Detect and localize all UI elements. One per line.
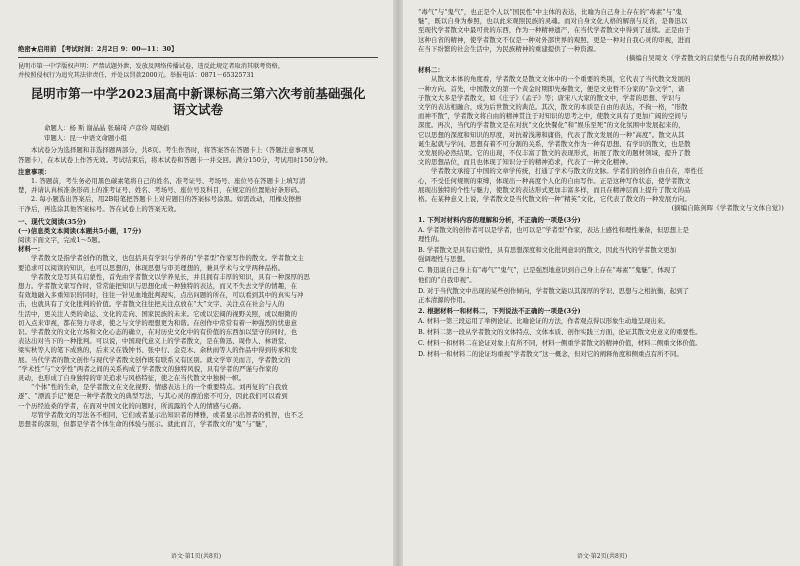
passage-line: 灵动，也形成了自身独特的审美追求与风格特征，使之在当代散文中独树一帜。 bbox=[18, 374, 246, 383]
passage-line: 一个历经沧桑的学者，在面对中国文化的问题时，所流露的个人的情感与心路。 bbox=[18, 401, 246, 410]
passage-line: 表达出对当下的一种批判。可以说，中国现代意义上的学者散文，是在鲁迅、周作人、林语堂、 bbox=[18, 337, 291, 346]
note-line: 2. 每小题选出答案后，用2B铅笔把答题卡上对应题目的答案标号涂黑。如需改动，用橡皮擦擦 bbox=[31, 195, 302, 204]
exam-subtitle: 语文试卷 bbox=[172, 102, 223, 118]
passage-line: 击，也就具有了文化批判的价值。学者散文往往把关注点放在“大”文字、关注点在社会与人的 bbox=[18, 300, 285, 309]
page-1 bbox=[0, 0, 392, 566]
passage-line: 文的思想品位，而且也体现了知识分子的精神追求，代表了一种文化精神。 bbox=[418, 158, 633, 167]
exam-title: 昆明市第一中学2023届高中新课标高三第六次考前基础强化 bbox=[30, 86, 366, 102]
header-rule bbox=[18, 57, 378, 58]
passage-line: 这种自省的精神，使学者散文不仅是一种对外部世界的观照，更是一种对自我心灵的审视，进而 bbox=[418, 35, 691, 44]
passage-line: 梁实秋等人的笔下成熟的，后来又在钱钟书、张中行、金克木、余秋雨等人的作品中得到传承和发 bbox=[18, 346, 298, 355]
authors: 命题人：杨 斯 谢晶晶 张瑞琦 卢彦伶 周晓娟 bbox=[44, 124, 170, 133]
copyright-notice-2: 并按照侵权行为追究其法律责任，并处以罚款2000元。举报电话：0871－65325731 bbox=[18, 72, 255, 80]
material-one-label: 材料一： bbox=[18, 245, 44, 254]
passage-line: 学者散文承接了中国的文章学传统，打通了学术与散文的文脉。学者们的创作自由自在，率性任 bbox=[431, 167, 704, 176]
q1-option-d: D. 对于当代散文中出现的某些创作倾向，学者散文能以其深厚的学识、思想与之相抗衡，起到了 bbox=[418, 286, 689, 295]
passage-line: 要追求可以阅读的知识，也可以思想的，体现思想与审美理想的，兼具学术与文学两种品格。 bbox=[18, 263, 285, 272]
passage-line: 生活中，更关注人类的命运、文化的走向、国家民族的未来。它或以宏阔的视野关照，或以细微的 bbox=[18, 309, 298, 318]
passage-line: 想力。学者散文家写作时，常常能把知识与思想化成一种独特的表达，而又不失去文学的情趣，在 bbox=[18, 282, 298, 291]
q2-option-a: A. 材料一第三段运用了举例论证、比喻论证的方法，作者观点得以形象生动地呈现出来。 bbox=[418, 316, 670, 325]
passage-line: 心，不受任何规则的束缚，体现出一种高度个人化的自由写作。正是这种写作状态，使学者散文 bbox=[418, 176, 691, 185]
q1-option-b: B. 学者散文是具有启蒙性，具有思想深度和文化批判意识的散文，因此当代的学者散文更加 bbox=[418, 246, 676, 255]
subsection-heading: (一)信息类文本阅读(本题共5小题，17分) bbox=[18, 226, 142, 235]
q2-option-c: C. 材料一和材料二在论证对象上有所不同，材料一侧重学者散文的精神价值，材料二侧重文体价值。 bbox=[418, 338, 702, 347]
q2-option-b: B. 材料二第一段从学者散文的文体特点、文体本质、创作实践三方面，论证其散文史意义的重要性。 bbox=[418, 327, 702, 336]
passage-line: 至现代学者散文中最可贵的东西，作为一种精神遗产，在当代学者散文中得到了延续。正是由于 bbox=[418, 26, 691, 35]
passage-line: 展现出独特的个性与魅力，使散文的表达形式更加丰富多样，而且在精神层面上提升了散文的品 bbox=[418, 185, 691, 194]
exam-time-line: 绝密★启用前 【考试时间：2月2日 9：00—11：30】 bbox=[18, 45, 178, 54]
question-1: 1. 下列对材料内容的理解和分析，不正确的一项是(3分) bbox=[418, 216, 581, 225]
note-line: 楚，并请认真核准条形码上的准考证号、姓名、考场号、座位号及科目，在规定的位置贴好条形码。 bbox=[18, 186, 304, 195]
passage-line: 学者散文是指学者创作的散文，也包括具有学识与学养的“学者型”作家写作的散文。学者散文主 bbox=[31, 254, 304, 263]
passage-line: “毒气”与“鬼气”，也正是个人以“国民性”中主体的表达，比喻为自己身上存在的“毒素”与“鬼 bbox=[418, 8, 682, 16]
page-gutter bbox=[393, 0, 403, 566]
q1-option-c-cont: 他们的“自我审视”。 bbox=[418, 275, 476, 284]
question-2: 2. 根据材料一和材料二，下列说法不正确的一项是(3分) bbox=[418, 307, 581, 316]
passage-line: 在当下纷繁的社会生活中，为民族精神的重建提供了一种资源。 bbox=[418, 44, 600, 53]
passage-line: 思想者的深刻，但都是学者个体生命的体验与展示。就此而言，学者散文的“鬼”与“魅”， bbox=[18, 420, 272, 429]
passage-line: 深度。再次，当代的学者散文是在对抗“文化快餐化”和“娱乐至死”的文化氛围中发展起来的， bbox=[418, 121, 685, 130]
passage-line: 展。当代学者的散文创作与现代学者散文创作既有联系又有区别。就文学审美而言，学者散文的 bbox=[18, 355, 291, 364]
passage-line: 文发展的必然结果。它的出现，不仅丰富了散文的表现形式，拓展了散文的题材领域，提升了散 bbox=[418, 149, 691, 158]
passage-line: 魅”，既以自身为参照，也以此来观照民族的灵魂。而对自身文化人格的解剖与反省，是鲁迅以 bbox=[418, 17, 688, 26]
source-citation: (摘编自陈剑晖《学者散文与文体自觉》) bbox=[671, 204, 784, 213]
passage-line: 子散文大多是学者散文，如《庄子》《孟子》等；唐宋八大家的散文中，学者的思想、学识与 bbox=[418, 93, 681, 102]
notes-heading: 注意事项： bbox=[18, 167, 51, 176]
copyright-notice-1: 昆明市第一中学版权声明：严禁试题外泄，发放及网络传播试卷，违反此规定者取消其联考资格， bbox=[18, 63, 285, 71]
q1-option-a: A. 学者散文的创作者可以是学者，也可以是“学者型”作家，表达上感性和理性兼备，但思想上是 bbox=[418, 225, 689, 234]
page-footer: 语文·第1页(共8页) bbox=[170, 553, 222, 560]
intro-line: 答题卡），在本试卷上作答无效。考试结束后，将本试卷和答题卡一并交回。满分150分，考试用时150分钟。 bbox=[18, 155, 332, 164]
q1-option-d-cont: 正本清源的作用。 bbox=[418, 296, 470, 305]
q1-option-c: C. 鲁迅说自己身上有“毒气”“鬼气”，已是强烈地意识到自己身上存在“毒素”“鬼魅”，体现了 bbox=[418, 266, 677, 275]
q1-option-a-cont: 理性的。 bbox=[418, 234, 444, 243]
passage-line: 有效地融入多重知识的同时，往往一针见血地批判现实，点出问题的所在，可以看到其中的真实与冲 bbox=[18, 291, 304, 300]
intro-line: 本试卷分为选择题和非选择题两部分，共8页。考生作答时，将答案答在答题卡上（答题注意事项见 bbox=[31, 146, 315, 155]
passage-line: 而神不散”，学者散文将自由的精神贯注于对知识的思考之中，使散文具有了更加广阔的空间与 bbox=[418, 112, 688, 121]
passage-line: 学者散文是写具有启蒙性，首先由学者散文以学养见长，并且拥有丰厚的知识，具有一种深厚的思 bbox=[31, 272, 311, 281]
passage-line: 诞生起就与学问、思想有着不可分割的关系，学者散文作为一种有思想、有学识的散文，也是散 bbox=[418, 139, 691, 148]
passage-line: 逐”、“漂流手记”便是一种学者散文的典型写法，与其心灵的漂泊密不可分，因此我们可以看到 bbox=[18, 392, 288, 401]
passage-line: 格。在某种意义上说，学者散文是当代散文的一种“精英”文化，它代表了散文的一种发展方向。 bbox=[418, 195, 691, 204]
passage-line: 尽管学者散文的写法各不相同，它们或者显示出知识者的博雅，或者显示出智者的机智，也不乏 bbox=[31, 410, 304, 419]
passage-line: 识。学者散文的文化立场和文化心态的确立，在对历史文化中的有价值的东西加以坚守的同时，也 bbox=[18, 328, 298, 337]
q1-option-b-cont: 强调理性与思想。 bbox=[418, 255, 470, 264]
material-two-label: 材料二： bbox=[418, 66, 444, 75]
note-line: 1. 答题前，考生务必用黑色碳素笔将自己的姓名、准考证号、考场号、座位号在答题卡上填写清 bbox=[31, 177, 306, 185]
passage-line: 一种方向。首先，中国散文的第一个黄金时期即先秦散文，便是文史哲不分家的“杂文学”，诸 bbox=[418, 84, 685, 93]
passage-line: 它以思想的深度和知识的厚度，对抗着浅薄和庸俗，代表了散文发展的一种“高度”。散文从其 bbox=[418, 130, 685, 139]
passage-line: 从散文本体的角度看，学者散文是散文文体中的一个重要的类别，它代表了当代散文发展的 bbox=[431, 75, 691, 84]
reading-instruction: 阅读下面文字，完成1～5题。 bbox=[18, 236, 105, 245]
passage-line: 切入点来审视，都在努力寻求，使之与文学的理想更为和谐。在创作中常常有着一种强烈的忧患意 bbox=[18, 318, 298, 327]
reviewers: 审题人：昆一中语文命题小组 bbox=[44, 133, 128, 142]
q2-option-d: D. 材料一和材料二的论证均重视“学者散文”这一概念，但对它的阐释角度和侧重点有所不同。 bbox=[418, 350, 683, 359]
page-2 bbox=[404, 0, 800, 566]
passage-line: 文学的表达相融合，成为后世散文的典范。其次，散文的本质是自由的表达，不拘一格，“形散 bbox=[418, 103, 688, 112]
source-citation: (摘编自吴周文《学者散文的启蒙性与自我的精神救赎》) bbox=[626, 54, 784, 63]
passage-line: “学术性”与“文学性”两者之间的关系构成了学者散文的独特风貌，具有学者的严谨与作家的 bbox=[18, 364, 279, 373]
page-footer: 语文·第2页(共8页) bbox=[576, 553, 628, 560]
note-line: 干净后，再选涂其他答案标号。答在试卷上的答案无效。 bbox=[18, 204, 181, 213]
passage-line: “个体”性的生命，是学者散文在文化视野、情感表达上的一个重要特点。刘再复的“自我放 bbox=[31, 383, 288, 392]
section-heading: 一、现代文阅读(35分) bbox=[18, 217, 87, 226]
